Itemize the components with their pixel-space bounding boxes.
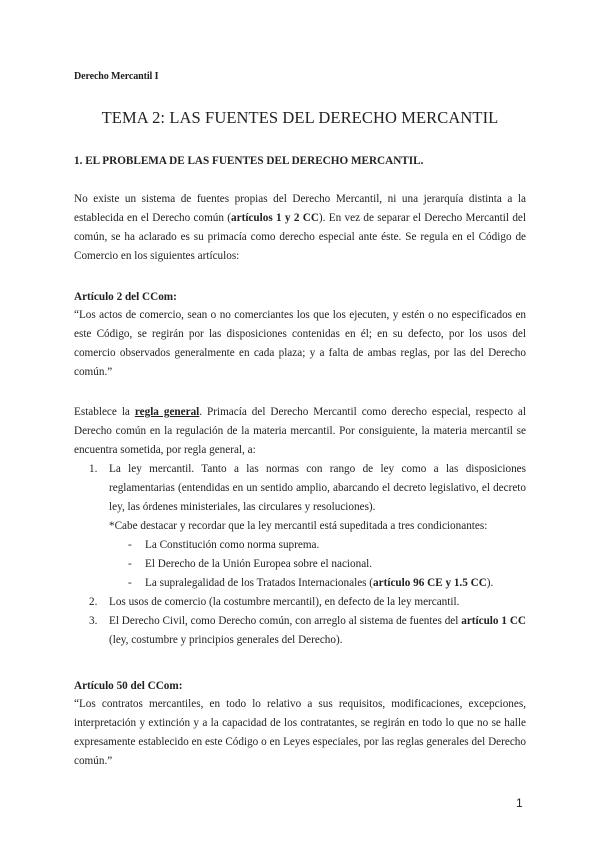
- dash-3: -: [128, 577, 132, 589]
- sub-item-3-text-1: La supralegalidad de los Tratados Internacionales (: [145, 577, 374, 589]
- list-item-2-text: Los usos de comercio (la costumbre mercantil), en defecto de la ley mercantil.: [109, 596, 460, 608]
- sub-item-3-bold: artículo 96 CE y 1.5 CC: [373, 577, 487, 589]
- list-item-3-bold: artículo 1 CC: [461, 615, 526, 627]
- article-2-quote: “Los actos de comercio, sean o no comerciantes los que los ejecuten, y estén o no especificados en este Código, se regirán por las disposiciones contenidas en él; en su defecto, por los usos del comercio observados generalmente en cada plaza; y a falta de ambas reglas, por las del Derecho común.”: [74, 309, 526, 378]
- sub-item-1: [74, 536, 526, 555]
- list-number-2: 2.: [89, 596, 98, 608]
- intro-paragraph: [74, 190, 526, 266]
- article-50-heading: Artículo 50 del CCom:: [74, 680, 183, 692]
- regla-underline: regla general: [134, 406, 200, 418]
- list-note: *Cabe destacar y recordar que la ley mercantil está supeditada a tres condicionantes:: [109, 520, 488, 532]
- list-item-3-text-1: El Derecho Civil, como Derecho común, con arreglo al sistema de fuentes del: [109, 615, 462, 627]
- sources-list: [74, 460, 526, 650]
- sub-item-1-text: La Constitución como norma suprema.: [145, 539, 320, 551]
- list-item-3-text-2: (ley, costumbre y principios generales del Derecho).: [109, 634, 343, 646]
- dash-2: -: [128, 558, 132, 570]
- article-2-heading: Artículo 2 del CCom:: [74, 291, 177, 303]
- page-number: 1: [516, 796, 523, 810]
- list-item-1: [74, 460, 526, 517]
- regla-text-2: . Primacía del Derecho Mercantil como derecho especial, respecto al Derecho común en la regulación de la materia mercantil. Por consiguiente, la materia mercantil se encuentra sometida, por regla general, a:: [74, 406, 526, 456]
- list-number-3: 3.: [89, 615, 98, 627]
- section-heading: 1. EL PROBLEMA DE LAS FUENTES DEL DERECHO MERCANTIL.: [74, 155, 424, 167]
- intro-text-2: ). En vez de separar el Derecho Mercantil del común, se ha aclarado es su primacía como derecho especial ante éste. Se regula en el Código de Comercio en los siguientes artículos:: [74, 212, 526, 262]
- regla-general-paragraph: [74, 403, 526, 460]
- list-item-3: [74, 612, 526, 650]
- sub-item-2-text: El Derecho de la Unión Europea sobre el nacional.: [145, 558, 373, 570]
- sub-item-2: [74, 555, 526, 574]
- list-item-1-text: La ley mercantil. Tanto a las normas con rango de ley como a las disposiciones reglamentarias (entendidas en un sentido amplio, abarcando el decreto legislativo, el decreto ley, las órdenes ministeriales, las circulares y resoluciones).: [109, 463, 526, 513]
- sub-item-3: [74, 574, 526, 593]
- regla-text-1: Establece la: [74, 406, 135, 418]
- intro-bold-ref: artículos 1 y 2 CC: [231, 212, 319, 224]
- running-header: Derecho Mercantil I: [74, 71, 159, 82]
- dash-1: -: [128, 539, 132, 551]
- list-number-1: 1.: [89, 463, 98, 475]
- list-item-2: [74, 593, 526, 612]
- chapter-title: TEMA 2: LAS FUENTES DEL DERECHO MERCANTIL: [101, 108, 499, 127]
- intro-text-1: No existe un sistema de fuentes propias del Derecho Mercantil, ni una jerarquía distinta a la establecida en el Derecho común (: [74, 193, 526, 224]
- sub-item-3-text-2: ).: [486, 577, 494, 589]
- article-50-quote: “Los contratos mercantiles, en todo lo relativo a sus requisitos, modificaciones, excepciones, interpretación y extinción y a la capacidad de los contratantes, se regirán en todo lo que no se halle expresamente establecido en este Código o en Leyes especiales, por las reglas generales del Derecho común.”: [74, 698, 526, 767]
